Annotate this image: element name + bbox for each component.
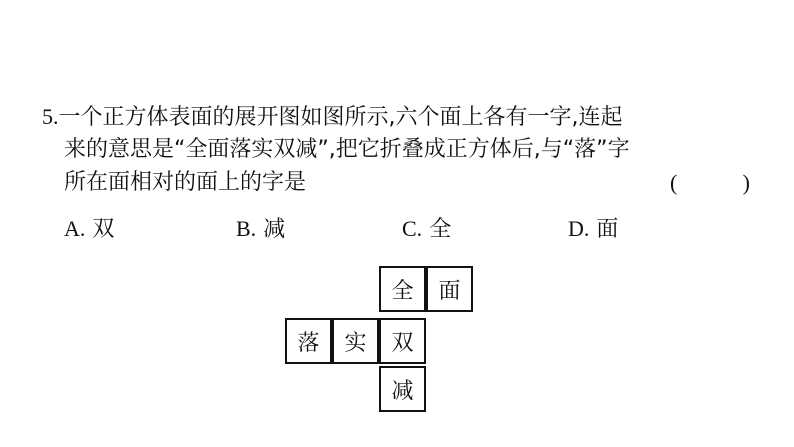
option-d[interactable] <box>568 212 618 246</box>
question-line-3 <box>42 166 762 199</box>
option-d-text: 面 <box>596 217 619 242</box>
question-text-3: 所在面相对的面上的字是 <box>64 170 307 195</box>
option-a-text: 双 <box>92 217 115 242</box>
answer-parentheses[interactable] <box>670 166 750 199</box>
paren-close: ) <box>742 170 750 195</box>
question-line-2 <box>42 133 762 166</box>
option-a[interactable] <box>64 212 114 246</box>
question-block <box>42 100 762 199</box>
option-b-text: 减 <box>263 217 286 242</box>
option-a-letter: A. <box>64 216 86 241</box>
net-cell-shi: 实 <box>332 318 379 364</box>
question-number: 5. <box>42 104 59 129</box>
net-cell-luo: 落 <box>285 318 332 364</box>
question-text-1: 一个正方体表面的展开图如图所示,六个面上各有一字,连起 <box>58 105 623 130</box>
option-c[interactable] <box>402 212 451 246</box>
answer-options <box>64 212 704 245</box>
option-c-letter: C. <box>402 216 423 241</box>
paren-open: ( <box>670 170 678 195</box>
option-b-letter: B. <box>236 216 257 241</box>
option-c-text: 全 <box>429 217 452 242</box>
net-cell-quan: 全 <box>379 266 426 312</box>
net-cell-shuang: 双 <box>379 318 426 364</box>
option-b[interactable] <box>236 212 285 246</box>
question-line-1 <box>42 100 762 133</box>
net-cell-jian: 减 <box>379 366 426 412</box>
net-cell-mian: 面 <box>426 266 473 312</box>
option-d-letter: D. <box>568 216 590 241</box>
question-text-2: 来的意思是“全面落实双减”,把它折叠成正方体后,与“落”字 <box>64 137 630 162</box>
